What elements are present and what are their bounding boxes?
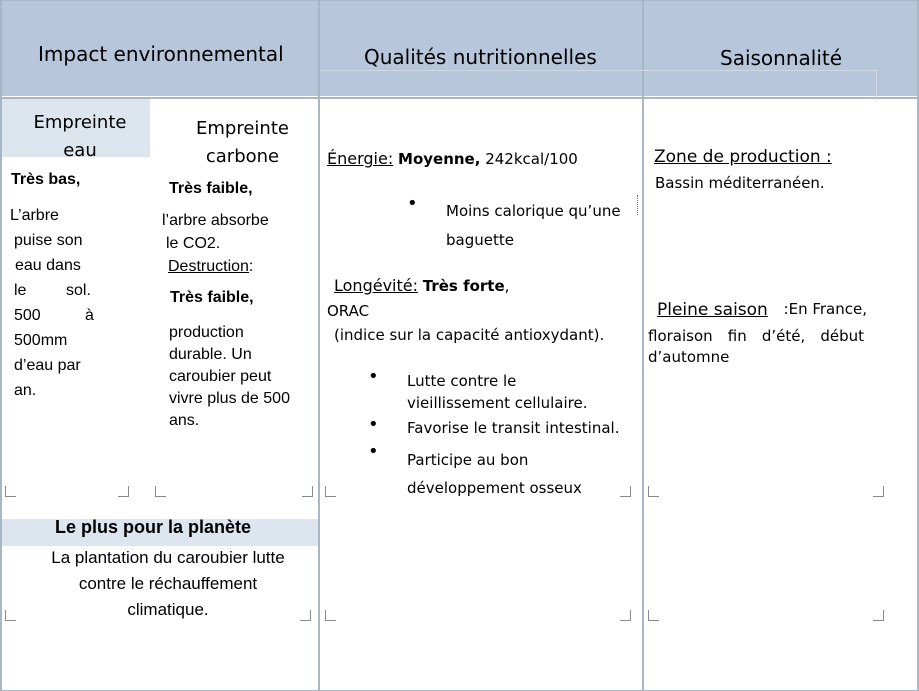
water-desc-line: le sol.: [14, 282, 91, 299]
header-divider: [0, 97, 919, 99]
water-description: [10, 203, 96, 403]
crop-mark: [648, 486, 659, 497]
carbon-title-line1: Empreinte: [196, 118, 289, 139]
bullet-glyph: •: [368, 366, 379, 387]
water-desc-line: 500 à: [14, 307, 94, 324]
bullet-glyph: •: [368, 441, 379, 462]
carbon-desc-line: l’arbre absorbe: [162, 212, 269, 229]
water-desc-line: L’arbre: [10, 207, 59, 224]
bullet-glyph: •: [368, 414, 379, 435]
destruction-description: [169, 322, 290, 432]
peak-description-2: d’automne: [648, 348, 730, 366]
destruction-line: Destruction:: [168, 258, 254, 275]
crop-mark: [118, 486, 129, 497]
longevity-bullet-3: Participe au bon développement osseux: [407, 451, 582, 497]
water-desc-line: 500mm: [14, 332, 68, 349]
destruction-desc-line: caroubier peut: [169, 368, 272, 385]
energy-bullet-text: Moins calorique qu’une baguette: [446, 202, 621, 249]
header-impact: Impact environnemental: [38, 42, 284, 66]
crop-mark: [620, 610, 631, 621]
energy-detail: 242kcal/100: [485, 150, 578, 168]
water-desc-line: puise son: [14, 232, 83, 249]
peak-label: Pleine saison: [657, 300, 768, 320]
energy-line: [327, 149, 578, 168]
energy-label: Énergie:: [327, 149, 394, 168]
water-desc-line: an.: [14, 382, 37, 399]
energy-value: Moyenne,: [398, 150, 481, 168]
crop-mark: [325, 486, 336, 497]
water-level: Très bas,: [11, 171, 81, 188]
longevity-value: Très forte: [422, 277, 505, 295]
carbon-level: Très faible,: [169, 180, 253, 197]
destruction-desc-line: production: [169, 324, 244, 341]
longevity-bullet-1: Lutte contre le vieillissement cellulaire.: [407, 372, 588, 412]
header-frame-line: [320, 70, 878, 71]
peak-description: floraison fin d’été, début: [648, 327, 864, 345]
destruction-label: Destruction: [168, 258, 249, 275]
water-desc-line: eau dans: [15, 257, 81, 274]
zone-label: Zone de production :: [654, 147, 832, 167]
destruction-desc-line: durable. Un: [169, 346, 252, 363]
planet-desc-line: La plantation du caroubier lutte: [51, 548, 285, 567]
longevity-bullet-2: Favorise le transit intestinal.: [407, 419, 620, 437]
crop-mark: [155, 486, 166, 497]
crop-mark: [325, 610, 336, 621]
orac-description: (indice sur la capacité antioxydant).: [334, 326, 605, 344]
zone-value: Bassin méditerranéen.: [655, 174, 825, 192]
bullet-glyph: •: [407, 193, 418, 214]
planet-title: Le plus pour la planète: [54, 517, 252, 537]
table-border-left: [0, 0, 2, 691]
header-season: Saisonnalité: [720, 46, 843, 70]
longevity-label: Longévité:: [334, 276, 418, 295]
longevity-line: Longévité: Très forte,: [334, 276, 510, 295]
column-divider-2: [642, 0, 644, 691]
crop-mark: [5, 486, 16, 497]
orac-label: ORAC: [327, 302, 370, 320]
crop-mark: [620, 486, 631, 497]
peak-line: Pleine saison :En France,: [657, 300, 867, 320]
header-nutrition: Qualités nutritionnelles: [364, 45, 597, 69]
carbon-desc-line: le CO2.: [166, 235, 221, 252]
carbon-description: [162, 209, 269, 278]
crop-mark: [648, 610, 659, 621]
planet-desc-line: contre le réchauffement: [78, 574, 258, 593]
crop-mark: [302, 486, 313, 497]
table-border-top: [0, 0, 919, 1]
carbon-title: [165, 115, 320, 171]
text-frame-mark: [637, 195, 639, 215]
water-title-line2: eau: [63, 140, 97, 161]
destruction-level: Très faible,: [170, 289, 254, 306]
destruction-desc-line: ans.: [169, 412, 200, 429]
crop-mark: [873, 610, 884, 621]
crop-mark: [873, 486, 884, 497]
carbon-title-line2: carbone: [205, 146, 280, 167]
planet-desc-line: climatique.: [127, 600, 209, 619]
destruction-desc-line: vivre plus de 500: [169, 390, 290, 407]
water-desc-line: d’eau par: [14, 357, 81, 374]
water-title: [0, 109, 160, 165]
header-frame-edge: [876, 70, 877, 100]
planet-description: [15, 545, 321, 623]
water-title-line1: Empreinte: [33, 112, 127, 133]
